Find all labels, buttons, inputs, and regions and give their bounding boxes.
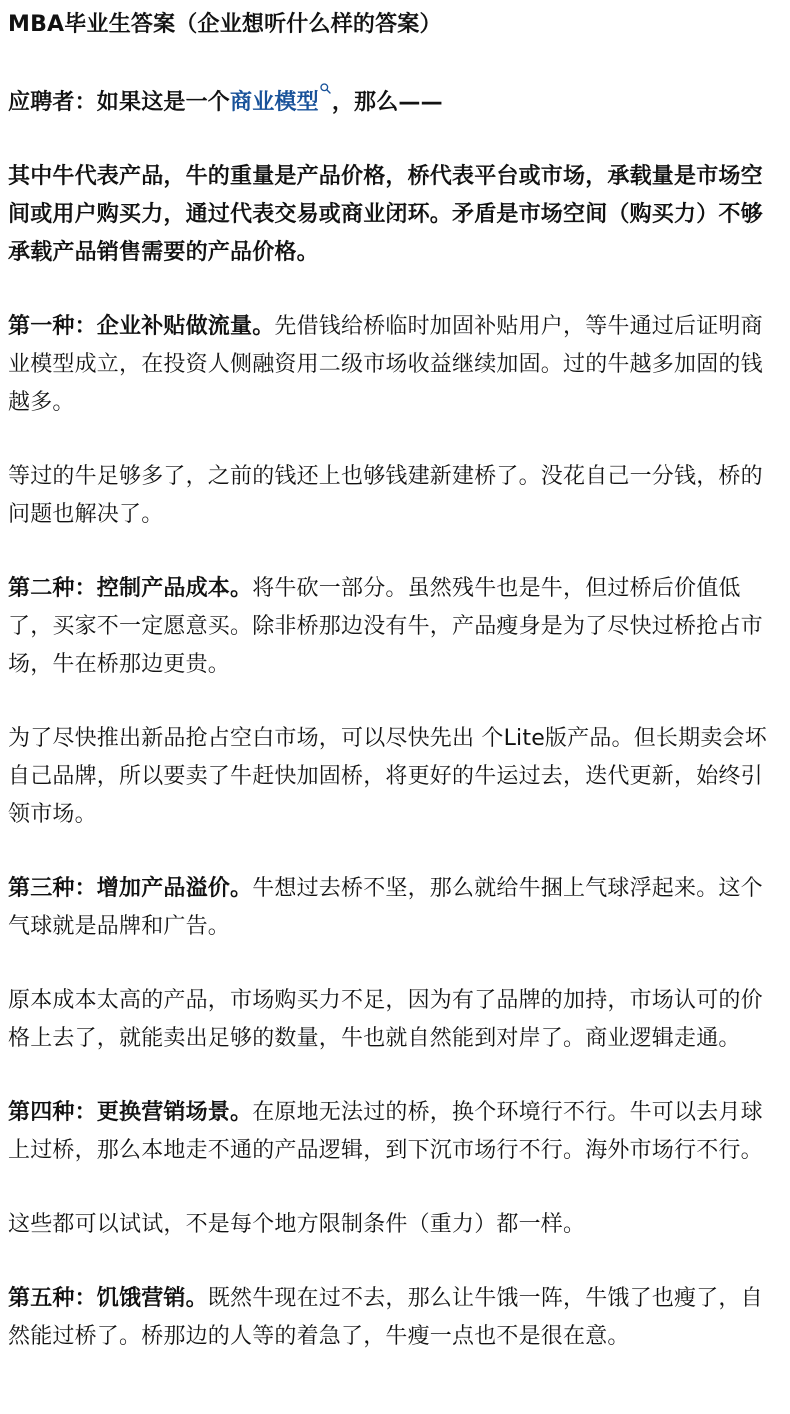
section-2-heading: 第二种：控制产品成本。 bbox=[8, 576, 253, 601]
search-icon[interactable] bbox=[320, 89, 330, 101]
article-title: MBA毕业生答案（企业想听什么样的答案） bbox=[8, 12, 442, 37]
intro-paragraph bbox=[8, 84, 782, 122]
section-4-heading: 第四种：更换营销场景。 bbox=[8, 1100, 253, 1125]
intro-suffix: ，那么—— bbox=[331, 90, 443, 115]
section-2-body: 将牛砍一部分。虽然残牛也是牛，但过桥后价值低了，买家不一定愿意买。除非桥那边没有牛，产品瘦身是为了尽快过桥抢占市场，牛在桥那边更贵。 bbox=[8, 576, 763, 677]
section-4-body: 在原地无法过的桥，换个环境行不行。牛可以去月球上过桥，那么本地走不通的产品逻辑，到下沉市场行不行。海外市场行不行。 bbox=[8, 1100, 763, 1163]
section-3-body: 牛想过去桥不坚，那么就给牛捆上气球浮起来。这个气球就是品牌和广告。 bbox=[8, 876, 763, 939]
section-1-body: 先借钱给桥临时加固补贴用户，等牛通过后证明商业模型成立，在投资人侧融资用二级市场收益继续加固。过的牛越多加固的钱越多。 bbox=[8, 314, 763, 415]
section-1-paragraph bbox=[8, 308, 782, 422]
section-2-followup: 为了尽快推出新品抢占空白市场，可以尽快先出 个Lite版产品。但长期卖会坏自己品牌，所以要卖了牛赶快加固桥，将更好的牛运过去，迭代更新，始终引领市场。 bbox=[8, 726, 767, 827]
section-4-followup: 这些都可以试试，不是每个地方限制条件（重力）都一样。 bbox=[8, 1212, 586, 1237]
section-5-body: 既然牛现在过不去，那么让牛饿一阵，牛饿了也瘦了，自然能过桥了。桥那边的人等的着急了，牛瘦一点也不是很在意。 bbox=[8, 1286, 763, 1349]
section-4-paragraph bbox=[8, 1094, 782, 1170]
section-3-followup: 原本成本太高的产品，市场购买力不足，因为有了品牌的加持，市场认可的价格上去了，就能卖出足够的数量，牛也就自然能到对岸了。商业逻辑走通。 bbox=[8, 988, 763, 1051]
section-3-heading: 第三种：增加产品溢价。 bbox=[8, 876, 253, 901]
business-model-link[interactable]: 商业模型 bbox=[230, 90, 319, 115]
intro-prefix: 应聘者：如果这是一个 bbox=[8, 90, 231, 115]
section-3-paragraph bbox=[8, 870, 782, 946]
section-2-paragraph bbox=[8, 570, 782, 684]
section-1-heading: 第一种：企业补贴做流量。 bbox=[8, 314, 275, 339]
section-5-heading: 第五种：饥饿营销。 bbox=[8, 1286, 208, 1311]
definition-paragraph: 其中牛代表产品，牛的重量是产品价格，桥代表平台或市场，承载量是市场空间或用户购买力，通过代表交易或商业闭环。矛盾是市场空间（购买力）不够承载产品销售需要的产品价格。 bbox=[8, 164, 763, 265]
section-5-paragraph bbox=[8, 1280, 782, 1356]
section-1-followup: 等过的牛足够多了，之前的钱还上也够钱建新建桥了。没花自己一分钱，桥的问题也解决了。 bbox=[8, 464, 763, 527]
